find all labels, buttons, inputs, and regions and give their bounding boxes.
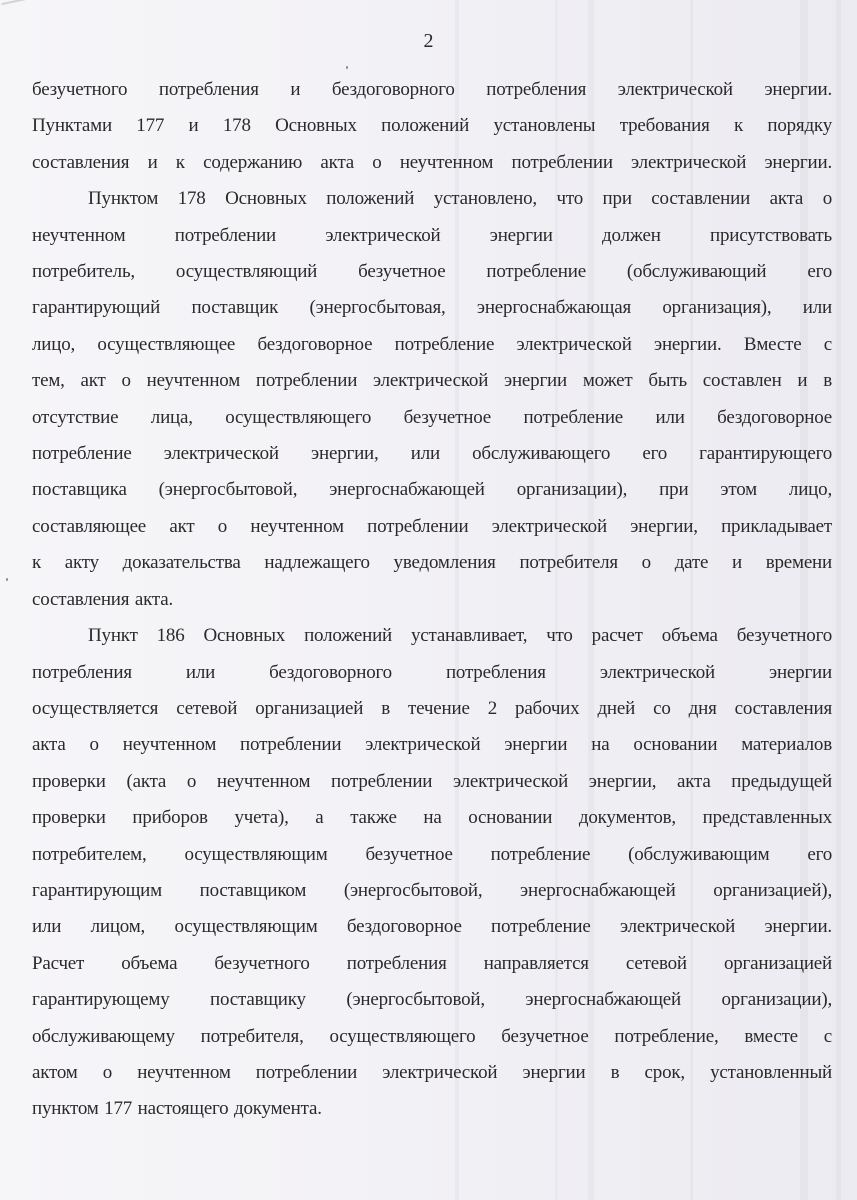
- text-line: Пунктом 178 Основных положений установлено, что при составлении акта о: [88, 188, 832, 210]
- page-number: 2: [423, 30, 434, 52]
- text-line: потребления или бездоговорного потребления электрической энергии: [32, 661, 832, 683]
- text-line: Расчет объема безучетного потребления направляется сетевой организацией: [32, 952, 832, 974]
- paragraph-2: [32, 181, 832, 618]
- text-line: составляющее акт о неучтенном потреблении электрической энергии, прикладывает: [32, 515, 832, 537]
- text-line: потребитель, осуществляющий безучетное потребление (обслуживающий его: [32, 261, 832, 283]
- text-line: безучетного потребления и бездоговорного потребления электрической энергии.: [32, 79, 832, 100]
- text-line: проверки (акта о неучтенном потреблении электрической энергии, акта предыдущей: [32, 770, 832, 792]
- text-line: осуществляется сетевой организацией в течение 2 рабочих дней со дня составления: [32, 697, 832, 719]
- text-line: обслуживающему потребителя, осуществляющего безучетное потребление, вместе с: [32, 1025, 832, 1047]
- text-line: к акту доказательства надлежащего уведомления потребителя о дате и времени: [32, 552, 832, 574]
- text-line: акта о неучтенном потреблении электрической энергии на основании материалов: [32, 734, 832, 756]
- text-line: потребление электрической энергии, или обслуживающего его гарантирующего: [32, 443, 832, 465]
- text-line: Пункт 186 Основных положений устанавливает, что расчет объема безучетного: [88, 625, 832, 647]
- text-line: поставщика (энергосбытовой, энергоснабжающей организации), при этом лицо,: [32, 479, 832, 501]
- text-line: проверки приборов учета), а также на основании документов, представленных: [32, 807, 832, 829]
- text-line: лицо, осуществляющее бездоговорное потребление электрической энергии. Вместе с: [32, 333, 832, 355]
- text-line: актом о неучтенном потреблении электрической энергии в срок, установленный: [32, 1061, 832, 1083]
- text-line: потребителем, осуществляющим безучетное потребление (обслуживающим его: [32, 843, 832, 865]
- text-line: или лицом, осуществляющим бездоговорное потребление электрической энергии.: [32, 916, 832, 938]
- text-line: составления акта.: [32, 588, 173, 610]
- text-line: гарантирующий поставщик (энергосбытовая, энергоснабжающая организация), или: [32, 297, 832, 319]
- text-line: пунктом 177 настоящего документа.: [32, 1098, 322, 1120]
- scan-speck: [6, 578, 8, 581]
- scan-scratch-mark: [1, 0, 32, 13]
- paragraph-1: [32, 72, 832, 181]
- text-line: гарантирующему поставщику (энергосбытовой, энергоснабжающей организации),: [32, 989, 832, 1011]
- text-line: гарантирующим поставщиком (энергосбытовой, энергоснабжающей организацией),: [32, 879, 832, 901]
- text-line: неучтенном потреблении электрической энергии должен присутствовать: [32, 224, 832, 246]
- text-line: составления и к содержанию акта о неучтенном потреблении электрической энергии.: [32, 151, 832, 173]
- paragraph-3: [32, 618, 832, 1128]
- text-line: отсутствие лица, осуществляющего безучетное потребление или бездоговорное: [32, 406, 832, 428]
- scan-artifact-stripe: [836, 0, 841, 1200]
- text-line: тем, акт о неучтенном потреблении электрической энергии может быть составлен и в: [32, 370, 832, 392]
- scan-speck: [346, 66, 348, 69]
- document-body: [32, 72, 832, 1128]
- text-line: Пунктами 177 и 178 Основных положений установлены требования к порядку: [32, 115, 832, 137]
